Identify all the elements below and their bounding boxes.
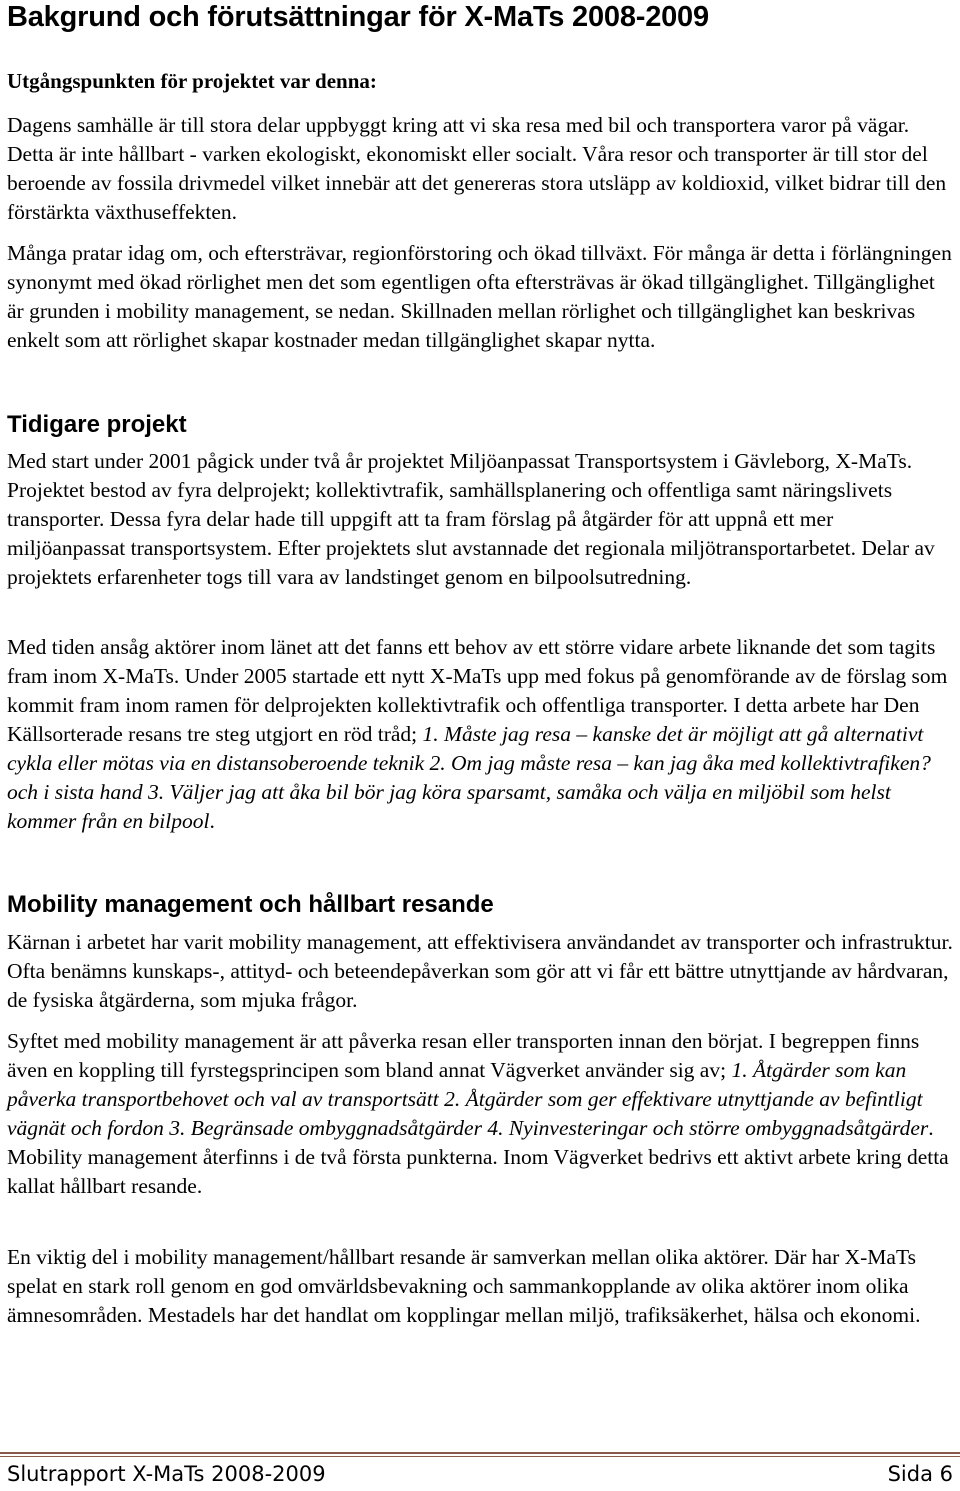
- footer-report-title: Slutrapport X-MaTs 2008-2009: [7, 1462, 326, 1486]
- mobility-paragraph-2-italic: 1. Åtgärder som kan påverka transportbehovet och val av transportsätt 2. Åtgärder som ger effektivare utnyttjande av befintligt vägnät och fordon 3. Begränsade ombyggnadsåtgärder 4. Nyinvesteringar och större ombyggnadsåtgärder: [7, 1058, 929, 1140]
- tidigare-paragraph-1: Med start under 2001 pågick under två år projektet Miljöanpassat Transportsystem i Gävleborg, X-MaTs. Projektet bestod av fyra delprojekt; kollektivtrafik, samhällsplanering och offentliga samt näringslivets transporter. Dessa fyra delar hade till uppgift att ta fram förslag på åtgärder för att uppnå ett mer miljöanpassat transportsystem. Efter projektets slut avstannade det regionala miljötransportarbetet. Delar av projektets erfarenheter togs till vara av landstinget genom en bilpoolsutredning.: [7, 449, 935, 589]
- mobility-paragraph-3: En viktig del i mobility management/hållbart resande är samverkan mellan olika aktörer. Där har X-MaTs spelat en stark roll genom en god omvärldsbevakning och sammankopplande av olika aktörer inom olika ämnesområden. Mestadels har det handlat om kopplingar mellan miljö, trafiksäkerhet, hälsa och ekonomi.: [7, 1245, 921, 1327]
- footer-rule-thin: [0, 1456, 960, 1457]
- mobility-paragraph-2-text: Syftet med mobility management är att påverka resan eller transporten innan den börjat. I begreppen finns även en koppling till fyrstegsprincipen som bland annat Vägverket använder sig av;: [7, 1029, 920, 1082]
- footer-rule-thick: [0, 1452, 960, 1454]
- intro-subheading: Utgångspunkten för projektet var denna:: [7, 69, 377, 93]
- section-heading-tidigare: Tidigare projekt: [7, 411, 187, 438]
- intro-paragraph-2: Många pratar idag om, och eftersträvar, regionförstoring och ökad tillväxt. För många är detta i förlängningen synonymt med ökad rörlighet men det som egentligen ofta eftersträvas är ökad tillgänglighet. Tillgänglighet är grunden i mobility management, se nedan. Skillnaden mellan rörlighet och tillgänglighet kan beskrivas enkelt som att rörlighet skapar kostnader medan tillgänglighet skapar nytta.: [7, 241, 952, 352]
- tidigare-paragraph-2-italic: 1. Måste jag resa – kanske det är möjligt att gå alternativt cykla eller mötas via en distansoberoende teknik 2. Om jag måste resa – kan jag åka med kollektivtrafiken? och i sista hand 3. Väljer jag att åka bil bör jag köra sparsamt, samåka och välja en miljöbil som helst kommer från en bilpool: [7, 722, 931, 833]
- mobility-paragraph-1: Kärnan i arbetet har varit mobility management, att effektivisera användandet av transporter och infrastruktur. Ofta benämns kunskaps-, attityd- och beteendepåverkan som gör att vi får ett bättre utnyttjande av hårdvaran, de fysiska åtgärderna, som mjuka frågor.: [7, 930, 953, 1012]
- footer-page-number: Sida 6: [887, 1462, 953, 1486]
- page-title: Bakgrund och förutsättningar för X-MaTs 2008-2009: [7, 1, 709, 33]
- tidigare-paragraph-2-end: .: [209, 809, 215, 833]
- intro-paragraph-1: Dagens samhälle är till stora delar uppbyggt kring att vi ska resa med bil och transportera varor på vägar. Detta är inte hållbart - varken ekologiskt, ekonomiskt eller socialt. Våra resor och transporter är till stor del beroende av fossila drivmedel vilket innebär att det genereras stora utsläpp av koldioxid, vilket bidrar till den förstärkta växthuseffekten.: [7, 113, 947, 224]
- tidigare-paragraph-2: [7, 633, 953, 836]
- section-heading-mobility: Mobility management och hållbart resande: [7, 891, 494, 918]
- mobility-paragraph-2-end: . Mobility management återfinns i de två första punkterna. Inom Vägverket bedrivs ett aktivt arbete kring detta kallat hållbart resande.: [7, 1116, 949, 1198]
- mobility-paragraph-2: [7, 1027, 953, 1201]
- tidigare-paragraph-2-text: Med tiden ansåg aktörer inom länet att det fanns ett behov av ett större vidare arbete liknande det som tagits fram inom X-MaTs. Under 2005 startade ett nytt X-MaTs upp med fokus på genomförande av de förslag som kommit fram inom ramen för delprojekten kollektivtrafik och offentliga transporter. I detta arbete har Den Källsorterade resans tre steg utgjort en röd tråd;: [7, 635, 948, 746]
